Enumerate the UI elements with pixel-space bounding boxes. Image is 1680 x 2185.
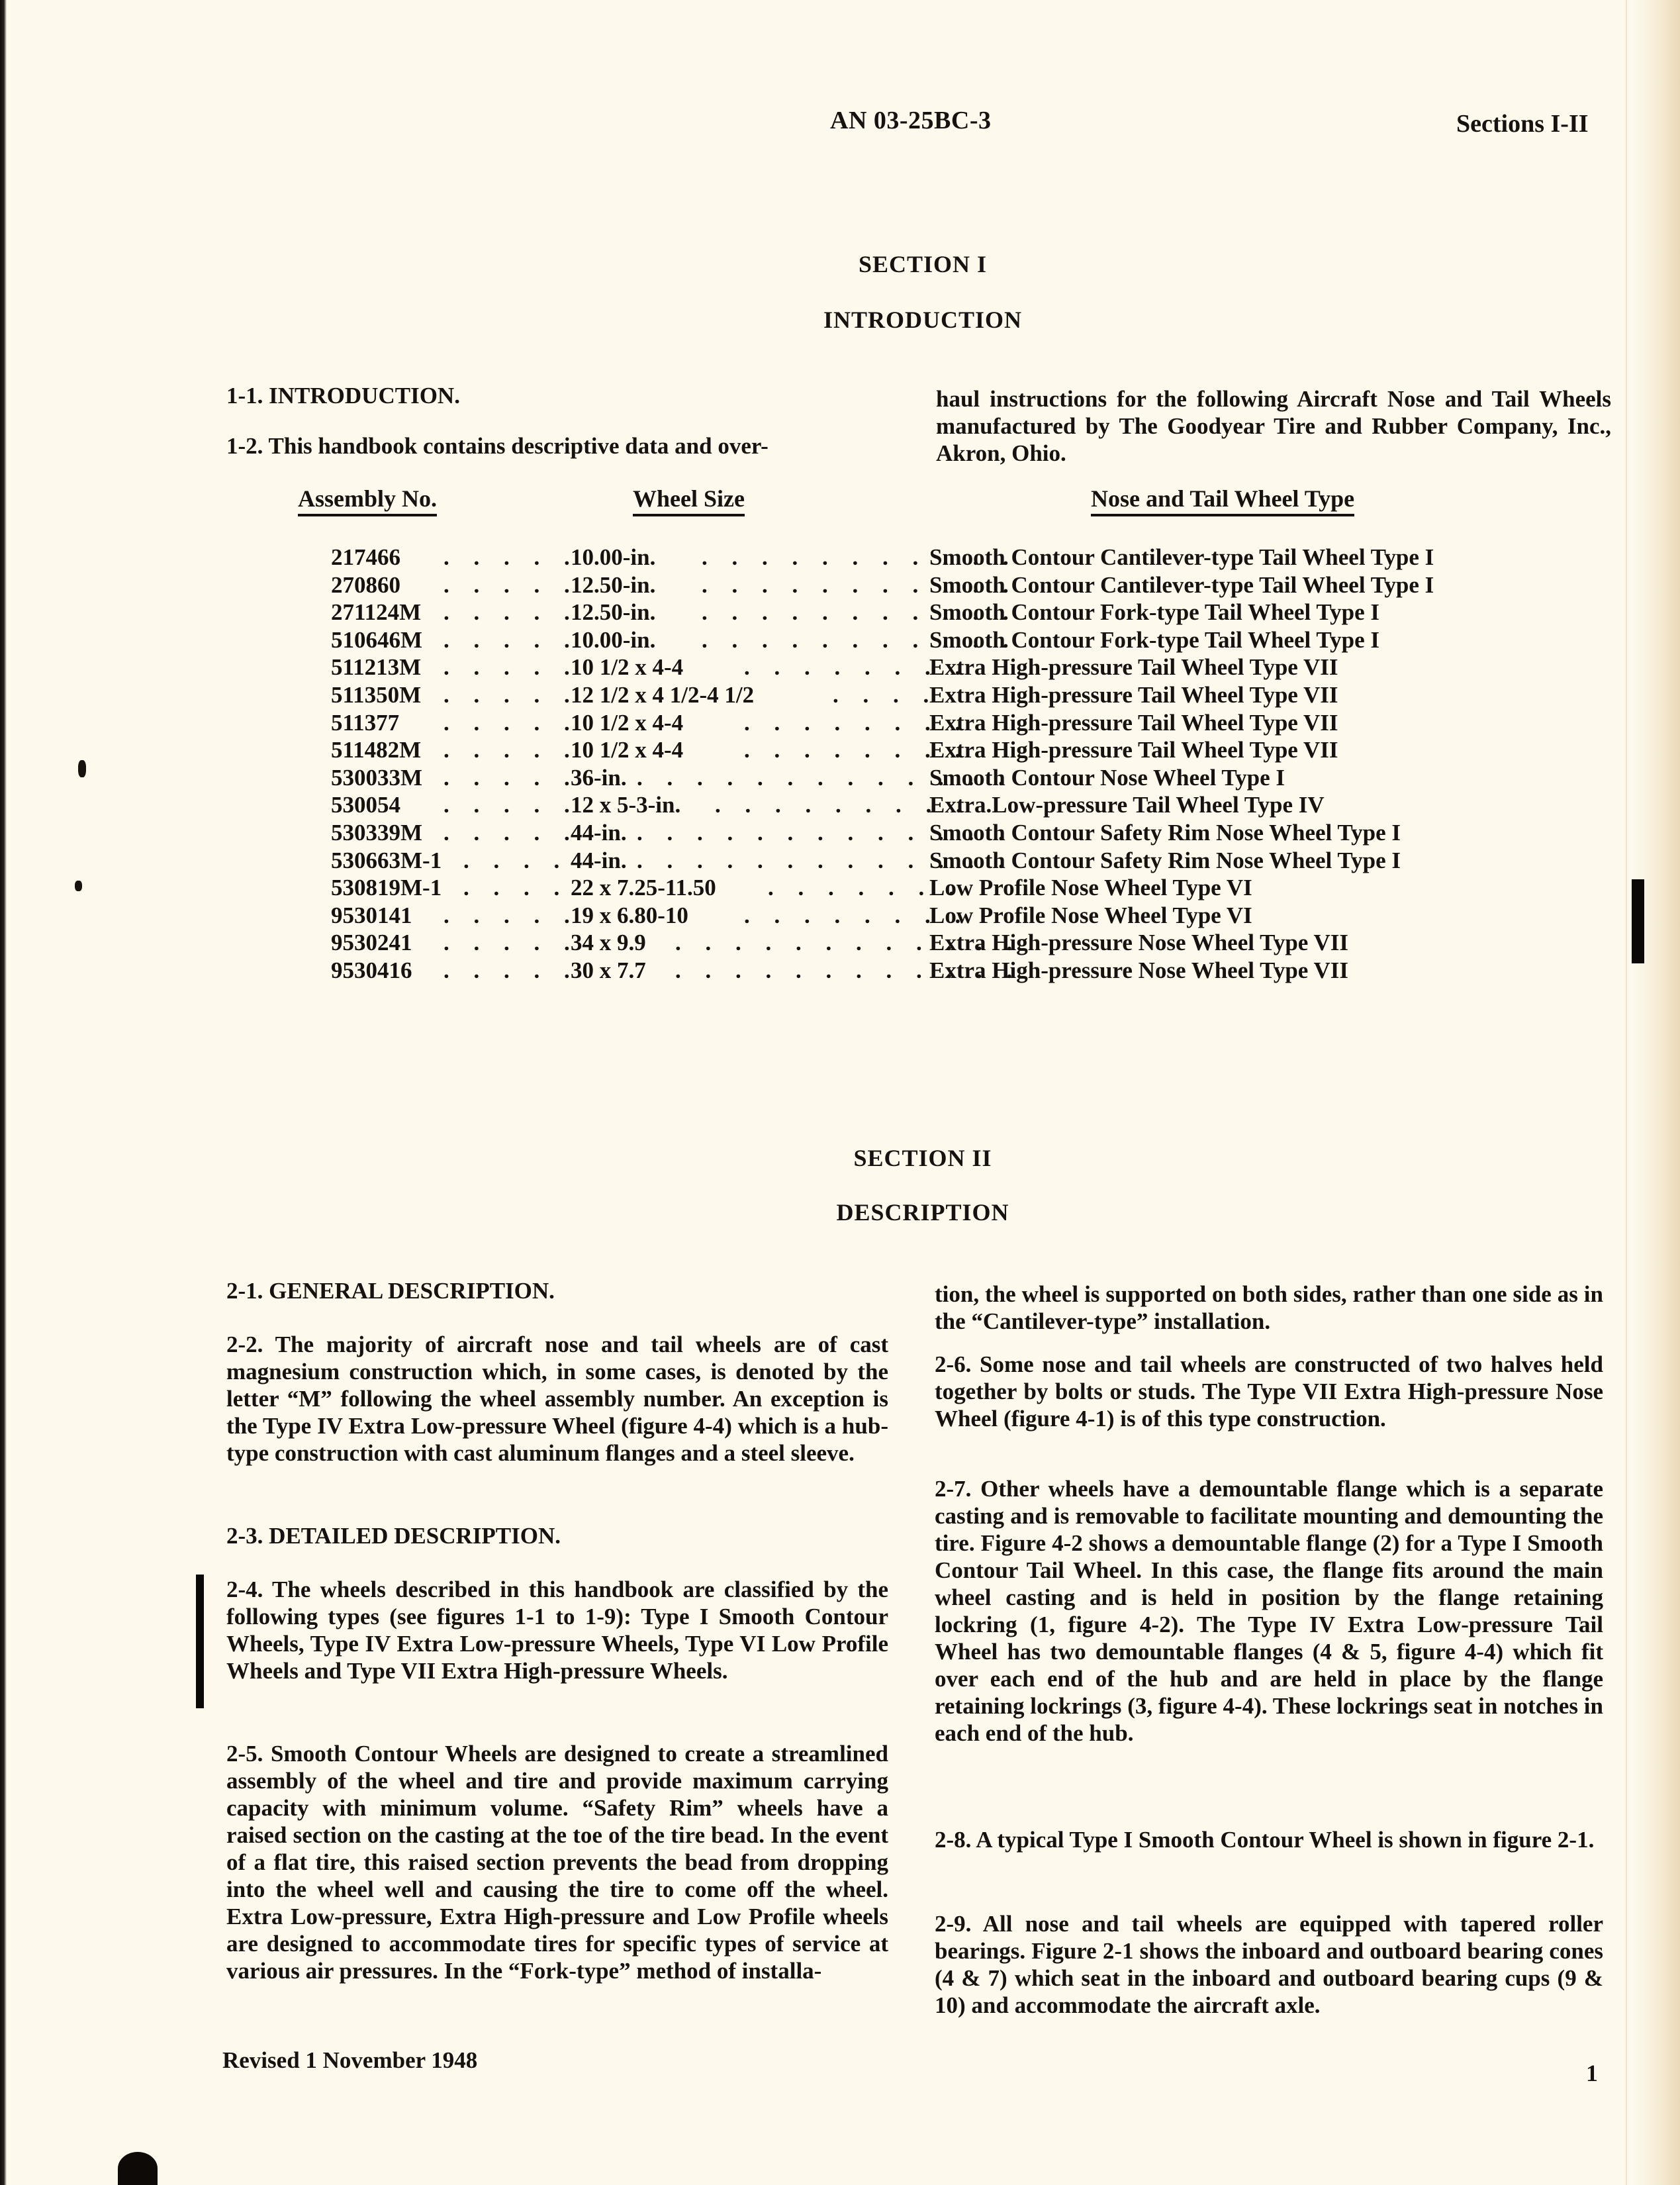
para-2-6-text: 2-6. Some nose and tail wheels are constructed of two halves held together by bolts or studs. The Type VII Extra High-pressure Nose Wheel (figure 4-1) is of this type construction. bbox=[935, 1351, 1603, 1432]
wheel-type: Smooth Contour Safety Rim Nose Wheel Type I bbox=[929, 847, 1401, 873]
leader-dots: . . . . . bbox=[443, 709, 579, 736]
leader-dots: . . . . . . . . . . . bbox=[702, 626, 1018, 653]
page-number: 1 bbox=[1586, 2060, 1598, 2086]
wheel-size: 44-in. bbox=[571, 847, 627, 873]
section-2-title: SECTION II bbox=[853, 1145, 992, 1171]
para-2-8 bbox=[935, 1826, 1603, 1853]
para-2-6 bbox=[935, 1351, 1603, 1432]
table-row bbox=[331, 930, 1522, 957]
leader-dots: . . . . bbox=[463, 847, 569, 873]
wheel-size: 10 1/2 x 4-4 bbox=[571, 709, 684, 736]
table-header-type: Nose and Tail Wheel Type bbox=[1091, 485, 1354, 516]
para-2-4-text: 2-4. The wheels described in this handbook are classified by the following types (see figures 1-1 to 1-9): Type I Smooth Contour Wheels, Type IV Extra Low-pressure Wheels, Type VI Low Profile Wheels and Type VII Extra High-pressure Wheels. bbox=[226, 1577, 888, 1684]
table-row bbox=[331, 792, 1522, 820]
assembly-number: 530663M-1 bbox=[331, 847, 442, 873]
wheel-assembly-table bbox=[331, 544, 1522, 985]
leader-dots: . . . . . . . . . . . . bbox=[675, 930, 1022, 956]
wheel-size: 12 1/2 x 4 1/2-4 1/2 bbox=[571, 681, 755, 708]
table-row bbox=[331, 544, 1522, 572]
leader-dots: . . . . . . . . . . bbox=[715, 792, 1002, 818]
wheel-size: 10 1/2 x 4-4 bbox=[571, 737, 684, 763]
para-2-2-text: 2-2. The majority of aircraft nose and tail wheels are of cast magnesium construction which, in some cases, is denoted by the letter “M” following the wheel assembly number. An exception is the Type IV Extra Low-pressure Wheel (figure 4-4) which is a hub-type construction with cast aluminum flanges and a steel sleeve. bbox=[226, 1332, 888, 1466]
table-header-size: Wheel Size bbox=[633, 485, 745, 516]
wheel-type: Low Profile Nose Wheel Type VI bbox=[929, 902, 1252, 928]
wheel-size: 30 x 7.7 bbox=[571, 957, 646, 983]
assembly-number: 530033M bbox=[331, 764, 423, 791]
table-row bbox=[331, 682, 1522, 710]
leader-dots: . . . . . bbox=[443, 626, 579, 653]
wheel-type: Smooth Contour Cantilever-type Tail Wheel Type I bbox=[929, 571, 1434, 598]
wheel-size: 34 x 9.9 bbox=[571, 930, 646, 956]
leader-dots: . . . . . . . . . . . . bbox=[675, 957, 1022, 983]
para-2-4 bbox=[226, 1576, 888, 1684]
table-row bbox=[331, 848, 1522, 875]
wheel-size: 36-in. bbox=[571, 764, 627, 791]
para-2-9 bbox=[935, 1910, 1603, 2019]
leader-dots: . . . . . bbox=[443, 792, 579, 818]
leader-dots: . . . . . bbox=[443, 599, 579, 626]
section-1-title: SECTION I bbox=[858, 251, 988, 277]
section-1-subtitle: INTRODUCTION bbox=[823, 307, 1023, 333]
wheel-size: 12 x 5-3-in. bbox=[571, 792, 681, 818]
para-2-5-continuation bbox=[935, 1281, 1603, 1335]
para-2-7-text: 2-7. Other wheels have a demountable flange which is a separate casting and is removable to facilitate mounting and demounting the tire. Figure 4-2 shows a demountable flange (2) for a Type I Smooth Contour Tail Wheel. In this case, the flange fits around the main wheel casting and is held in position by the flange retaining lockring (1, figure 4-2). The Type IV Extra Low-pressure Tail Wheel has two demountable flanges (4 & 5, figure 4-4) which fit over each end of the hub and are held in place by the flange retaining lockrings (3, figure 4-4). These lockrings seat in notches in each end of the hub. bbox=[935, 1476, 1603, 1746]
leader-dots: . . . . . . . . . . . bbox=[702, 571, 1018, 598]
para-1-2-intro: 1-2. This handbook contains descriptive data and over- bbox=[226, 433, 769, 459]
revision-date: Revised 1 November 1948 bbox=[222, 2047, 478, 2073]
table-row bbox=[331, 902, 1522, 930]
assembly-number: 530819M-1 bbox=[331, 875, 442, 901]
table-row bbox=[331, 820, 1522, 848]
wheel-type: Smooth Contour Safety Rim Nose Wheel Type I bbox=[929, 819, 1401, 846]
para-1-2-text: haul instructions for the following Aircraft Nose and Tail Wheels manufactured by The Goodyear Tire and Rubber Company, Inc., Akron, Ohio. bbox=[936, 386, 1611, 466]
leader-dots: . . . . bbox=[463, 875, 569, 901]
wheel-type: Extra High-pressure Nose Wheel Type VII bbox=[929, 930, 1348, 956]
table-row bbox=[331, 627, 1522, 655]
leader-dots: . . . . . bbox=[443, 764, 579, 791]
wheel-type: Extra Low-pressure Tail Wheel Type IV bbox=[929, 792, 1325, 818]
wheel-size: 10.00-in. bbox=[571, 626, 656, 653]
assembly-number: 270860 bbox=[331, 571, 400, 598]
wheel-type: Extra High-pressure Tail Wheel Type VII bbox=[929, 737, 1338, 763]
leader-dots: . . . . . bbox=[443, 654, 579, 681]
table-row bbox=[331, 957, 1522, 985]
wheel-type: Smooth Contour Fork-type Tail Wheel Type I bbox=[929, 626, 1380, 653]
table-row bbox=[331, 710, 1522, 738]
table-header-assembly: Assembly No. bbox=[298, 485, 437, 516]
assembly-number: 271124M bbox=[331, 599, 422, 626]
leader-dots: . . . . . bbox=[443, 544, 579, 570]
leader-dots: . . . . . . . . . . . . . bbox=[637, 819, 1013, 846]
wheel-type: Extra High-pressure Tail Wheel Type VII bbox=[929, 681, 1338, 708]
change-bar-para-2-4 bbox=[196, 1575, 204, 1708]
leader-dots: . . . . . . . . . . . . . bbox=[637, 764, 1013, 791]
leader-dots: . . . . . . . . bbox=[744, 654, 970, 681]
wheel-type: Low Profile Nose Wheel Type VI bbox=[929, 875, 1252, 901]
leader-dots: . . . . . . . bbox=[768, 875, 964, 901]
para-2-7 bbox=[935, 1475, 1603, 1747]
assembly-number: 511350M bbox=[331, 681, 422, 708]
document-code: AN 03-25BC-3 bbox=[830, 107, 992, 134]
wheel-size: 12.50-in. bbox=[571, 571, 656, 598]
table-row bbox=[331, 572, 1522, 600]
leader-dots: . . . . . bbox=[443, 957, 579, 983]
scan-margin-mark bbox=[78, 760, 86, 777]
leader-dots: . . . . . bbox=[443, 819, 579, 846]
assembly-number: 9530241 bbox=[331, 930, 412, 956]
assembly-number: 9530141 bbox=[331, 902, 412, 928]
leader-dots: . . . . . bbox=[443, 902, 579, 928]
para-2-9-text: 2-9. All nose and tail wheels are equipped with tapered roller bearings. Figure 2-1 shows the inboard and outboard bearing cones (4 & 7) which seat in the inboard and outboard bearing cups (9 & 10) and accommodate the aircraft axle. bbox=[935, 1911, 1603, 2018]
leader-dots: . . . . . . . . bbox=[744, 709, 970, 736]
wheel-size: 44-in. bbox=[571, 819, 627, 846]
wheel-type: Extra High-pressure Nose Wheel Type VII bbox=[929, 957, 1348, 983]
leader-dots: . . . . . bbox=[443, 571, 579, 598]
assembly-number: 510646M bbox=[331, 626, 423, 653]
leader-dots: . . . . . . . . . . . bbox=[702, 544, 1018, 570]
section-2-subtitle: DESCRIPTION bbox=[836, 1199, 1009, 1226]
para-1-1-heading: 1-1. INTRODUCTION. bbox=[226, 383, 460, 409]
assembly-number: 530339M bbox=[331, 819, 423, 846]
wheel-type: Smooth Contour Cantilever-type Tail Wheel Type I bbox=[929, 544, 1434, 570]
table-row bbox=[331, 599, 1522, 627]
assembly-number: 511482M bbox=[331, 737, 422, 763]
wheel-size: 10.00-in. bbox=[571, 544, 656, 570]
leader-dots: . . . . . . . . bbox=[744, 737, 970, 763]
wheel-size: 10 1/2 x 4-4 bbox=[571, 654, 684, 681]
assembly-number: 530054 bbox=[331, 792, 400, 818]
leader-dots: . . . . . . . . bbox=[744, 902, 970, 928]
assembly-number: 511213M bbox=[331, 654, 422, 681]
scan-binding-mark bbox=[118, 2152, 158, 2185]
para-2-5 bbox=[226, 1740, 888, 1984]
leader-dots: . . . . . . . . . . . bbox=[702, 599, 1018, 626]
leader-dots: . . . . . bbox=[443, 930, 579, 956]
table-row bbox=[331, 737, 1522, 765]
para-2-8-text: 2-8. A typical Type I Smooth Contour Wheel is shown in figure 2-1. bbox=[935, 1827, 1595, 1853]
wheel-type: Smooth Contour Fork-type Tail Wheel Type I bbox=[929, 599, 1380, 626]
para-2-2 bbox=[226, 1331, 888, 1467]
para-1-2-continuation bbox=[936, 385, 1611, 467]
table-row bbox=[331, 654, 1522, 682]
para-2-5-text: 2-5. Smooth Contour Wheels are designed to create a streamlined assembly of the wheel and tire and provide maximum carrying capacity with minimum volume. “Safety Rim” wheels have a raised section on the casting at the toe of the tire bead. In the event of a flat tire, this raised section prevents the bead from dropping into the wheel well and causing the tire to come off the wheel. Extra Low-pressure, Extra High-pressure and Low Profile wheels are designed to accommodate tires for specific types of service at various air pressures. In the “Fork-type” method of installa- bbox=[226, 1741, 888, 1984]
wheel-type: Smooth Contour Nose Wheel Type I bbox=[929, 764, 1285, 791]
table-row bbox=[331, 875, 1522, 902]
running-header-sections: Sections I-II bbox=[1456, 110, 1589, 138]
wheel-size: 22 x 7.25-11.50 bbox=[571, 875, 716, 901]
para-2-3-heading: 2-3. DETAILED DESCRIPTION. bbox=[226, 1523, 561, 1549]
wheel-type: Extra High-pressure Tail Wheel Type VII bbox=[929, 709, 1338, 736]
leader-dots: . . . . . . . . . . . . . bbox=[637, 847, 1013, 873]
leader-dots: . . . . bbox=[833, 681, 939, 708]
leader-dots: . . . . . bbox=[443, 737, 579, 763]
assembly-number: 9530416 bbox=[331, 957, 412, 983]
table-row bbox=[331, 765, 1522, 793]
wheel-size: 12.50-in. bbox=[571, 599, 656, 626]
wheel-size: 19 x 6.80-10 bbox=[571, 902, 688, 928]
leader-dots: . . . . . bbox=[443, 681, 579, 708]
para-2-1-heading: 2-1. GENERAL DESCRIPTION. bbox=[226, 1278, 555, 1304]
scan-margin-mark bbox=[75, 881, 82, 891]
assembly-number: 511377 bbox=[331, 709, 400, 736]
wheel-type: Extra High-pressure Tail Wheel Type VII bbox=[929, 654, 1338, 681]
para-2-5-cont-text: tion, the wheel is supported on both sides, rather than one side as in the “Cantilever-type” installation. bbox=[935, 1281, 1603, 1334]
change-bar-table bbox=[1632, 879, 1644, 963]
assembly-number: 217466 bbox=[331, 544, 400, 570]
